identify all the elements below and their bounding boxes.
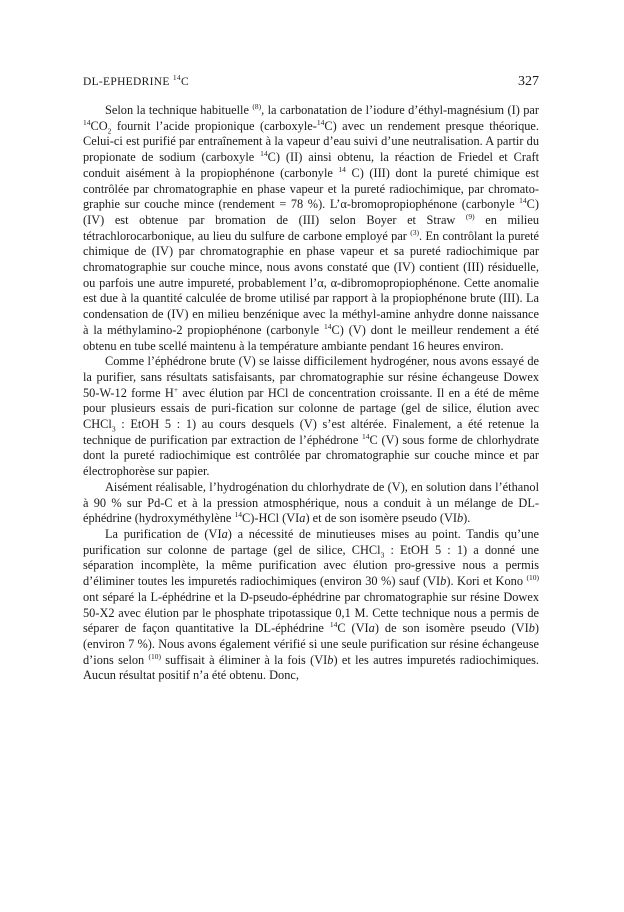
italic-text: b [327, 652, 334, 667]
text-run: C) (V) dont le meilleur rendement a été obtenu en tube scellé maintenu à la température ambiante pendant 16 heures environ. [83, 322, 539, 353]
text-run: Aisément réalisable, l’hydrogénation du chlorhydrate de (V), en solution dans l’éthanol à 90 % sur Pd-C et à la pression atmosphérique, nous a conduit à un mélange de DL-éphédrine (hydroxyméthylène [83, 479, 539, 526]
text-run: fournit l’acide propionique (carboxyle- [111, 118, 317, 133]
text-run: ) et les autres impuretés radiochimiques. Aucun résultat positif n’a été obtenu. Donc, [83, 652, 539, 683]
text-run: : EtOH 5 : 1) au cours desquels (V) s’est altérée. Finalement, a été retenue la technique de purification par extraction de l’éphédrone [83, 417, 539, 447]
text-run: . En contrôlant la pureté chimique de (IV) par chromatographie en phase vapeur et sa pureté radiochimique par chromatographie sur couche mince, nous avons constaté que (IV) contient (III) résiduelle, ou parfois une autre impureté, probablement l’α, α-dibromopropiophénone. Cette anomalie est due à la quantité calculée de brome utilisé par rapport à la propiophénone brute (III). La condensation de (IV) en milieu benzénique avec la méthyl-amine anhydre donne naissance à la méthylamino-2 propiophénone (carbonyle [83, 228, 539, 337]
italic-text: b [528, 621, 535, 636]
superscript: 14 [519, 196, 527, 206]
text-run: CO [90, 118, 108, 133]
superscript: (10) [148, 651, 162, 661]
text-run: ) et de son isomère pseudo (VI [305, 511, 457, 526]
text-run: ). [463, 511, 471, 526]
text-run: ) (environ 7 %). Nous avons également vérifié si une seule purification sur résine échangeuse d’ions selon [83, 621, 539, 667]
superscript: 14 [316, 117, 325, 127]
paragraph-4 [83, 527, 539, 684]
text-run: C) (IV) est obtenue par bromation de (III) selon Boyer et Straw [83, 197, 539, 227]
paragraph-3 [83, 480, 539, 527]
superscript: (8) [252, 101, 262, 111]
text-run: C) avec un rendement presque théorique. Celui-ci est purifié par entraînement à la vapeur d’eau suivi d’une neutralisation. A partir du propionate de sodium (carboxyle [83, 118, 539, 165]
paragraph-1 [83, 103, 539, 354]
text-run: en milieu tétrachlorocarbonique, au lieu du sulfure de carbone employé par [83, 212, 539, 243]
text-run: suffisait à éliminer à la fois (VI [161, 652, 328, 667]
text-run: ) a nécessité de minutieuses mises au point. Tandis qu’une purification sur colonne de partage (gel de silice, CHCl [83, 526, 539, 557]
text-run: C) (II) ainsi obtenu, la réaction de Friedel et Craft conduit aisément à la propiophénone (carbonyle [83, 150, 539, 180]
subscript: 3 [380, 550, 385, 560]
subscript: 2 [107, 126, 112, 136]
superscript: 14 [338, 164, 346, 174]
body-text [83, 103, 539, 684]
paragraph-2 [83, 354, 539, 480]
text-run: , la carbonatation de l’iodure d’éthyl-magnésium (I) par [261, 103, 539, 117]
superscript: (10) [526, 572, 539, 582]
text-run: avec élution par HCl de concentration croissante. Il en a été de même pour plusieurs essais de puri-fication sur colonne de partage (gel de silice, élution avec CHCl [83, 385, 540, 432]
subscript: 3 [111, 424, 116, 434]
italic-text: a [221, 526, 228, 541]
text-run: C)-HCl (VI [242, 511, 300, 526]
superscript: 14 [323, 321, 332, 331]
page-number: 327 [518, 73, 539, 89]
text-run: C (VI [337, 621, 369, 636]
superscript: 14 [362, 431, 370, 441]
superscript: (3) [410, 227, 420, 237]
text-run: Selon la technique habituelle [105, 103, 253, 117]
text-run: La purification de (VI [105, 526, 222, 541]
text-run: : EtOH 5 : 1) a donné une séparation incomplète, la même purification avec élution pro-gressive nous a permis d’éliminer toutes les impuretés radiochimiques (environ 30 %) sauf (VI [83, 542, 539, 589]
superscript: (9) [465, 211, 475, 221]
text-run: ) de son isomère pseudo (VI [374, 621, 529, 636]
italic-text: b [456, 511, 464, 526]
superscript: 14 [260, 149, 268, 158]
text-run: C) (III) dont la pureté chimique est contrôlée par chromatographie en phase vapeur et la pureté radiochimique, par chromato-graphie sur couche mince (rendement = 78 %). L’α-bromopropiophénone (carbonyle [83, 165, 539, 212]
italic-text: a [299, 511, 306, 526]
text-run: ). Kori et Kono [446, 574, 527, 589]
text-run: ont séparé la L-éphédrine et la D-pseudo-éphédrine par chromatographie sur résine Dowex 50-X2 avec élution par le phosphate tripotassique 0,1 M. Cette technique nous a permis de séparer de façon quantitative la DL-éphédrine [83, 589, 539, 636]
superscript: 14 [234, 510, 243, 520]
running-title: DL-EPHEDRINE $^{14}$C [83, 73, 189, 88]
text-run: C (V) sous forme de chlorhydrate dont la pureté radiochimique est contrôlée par chromatographie sur couche mince et par électrophorèse sur papier. [83, 432, 539, 479]
text-run: Comme l’éphédrone brute (V) se laisse difficilement hydrogéner, nous avons essayé de la purifier, sans résultats satisfaisants, par chromatographie sur résine échangeuse Dowex 50-W-12 forme H [83, 354, 539, 400]
italic-text: b [440, 574, 447, 589]
superscript: + [173, 384, 179, 394]
italic-text: a [368, 621, 375, 636]
superscript: 14 [329, 620, 338, 630]
running-header [83, 73, 539, 90]
superscript: 14 [83, 117, 91, 127]
